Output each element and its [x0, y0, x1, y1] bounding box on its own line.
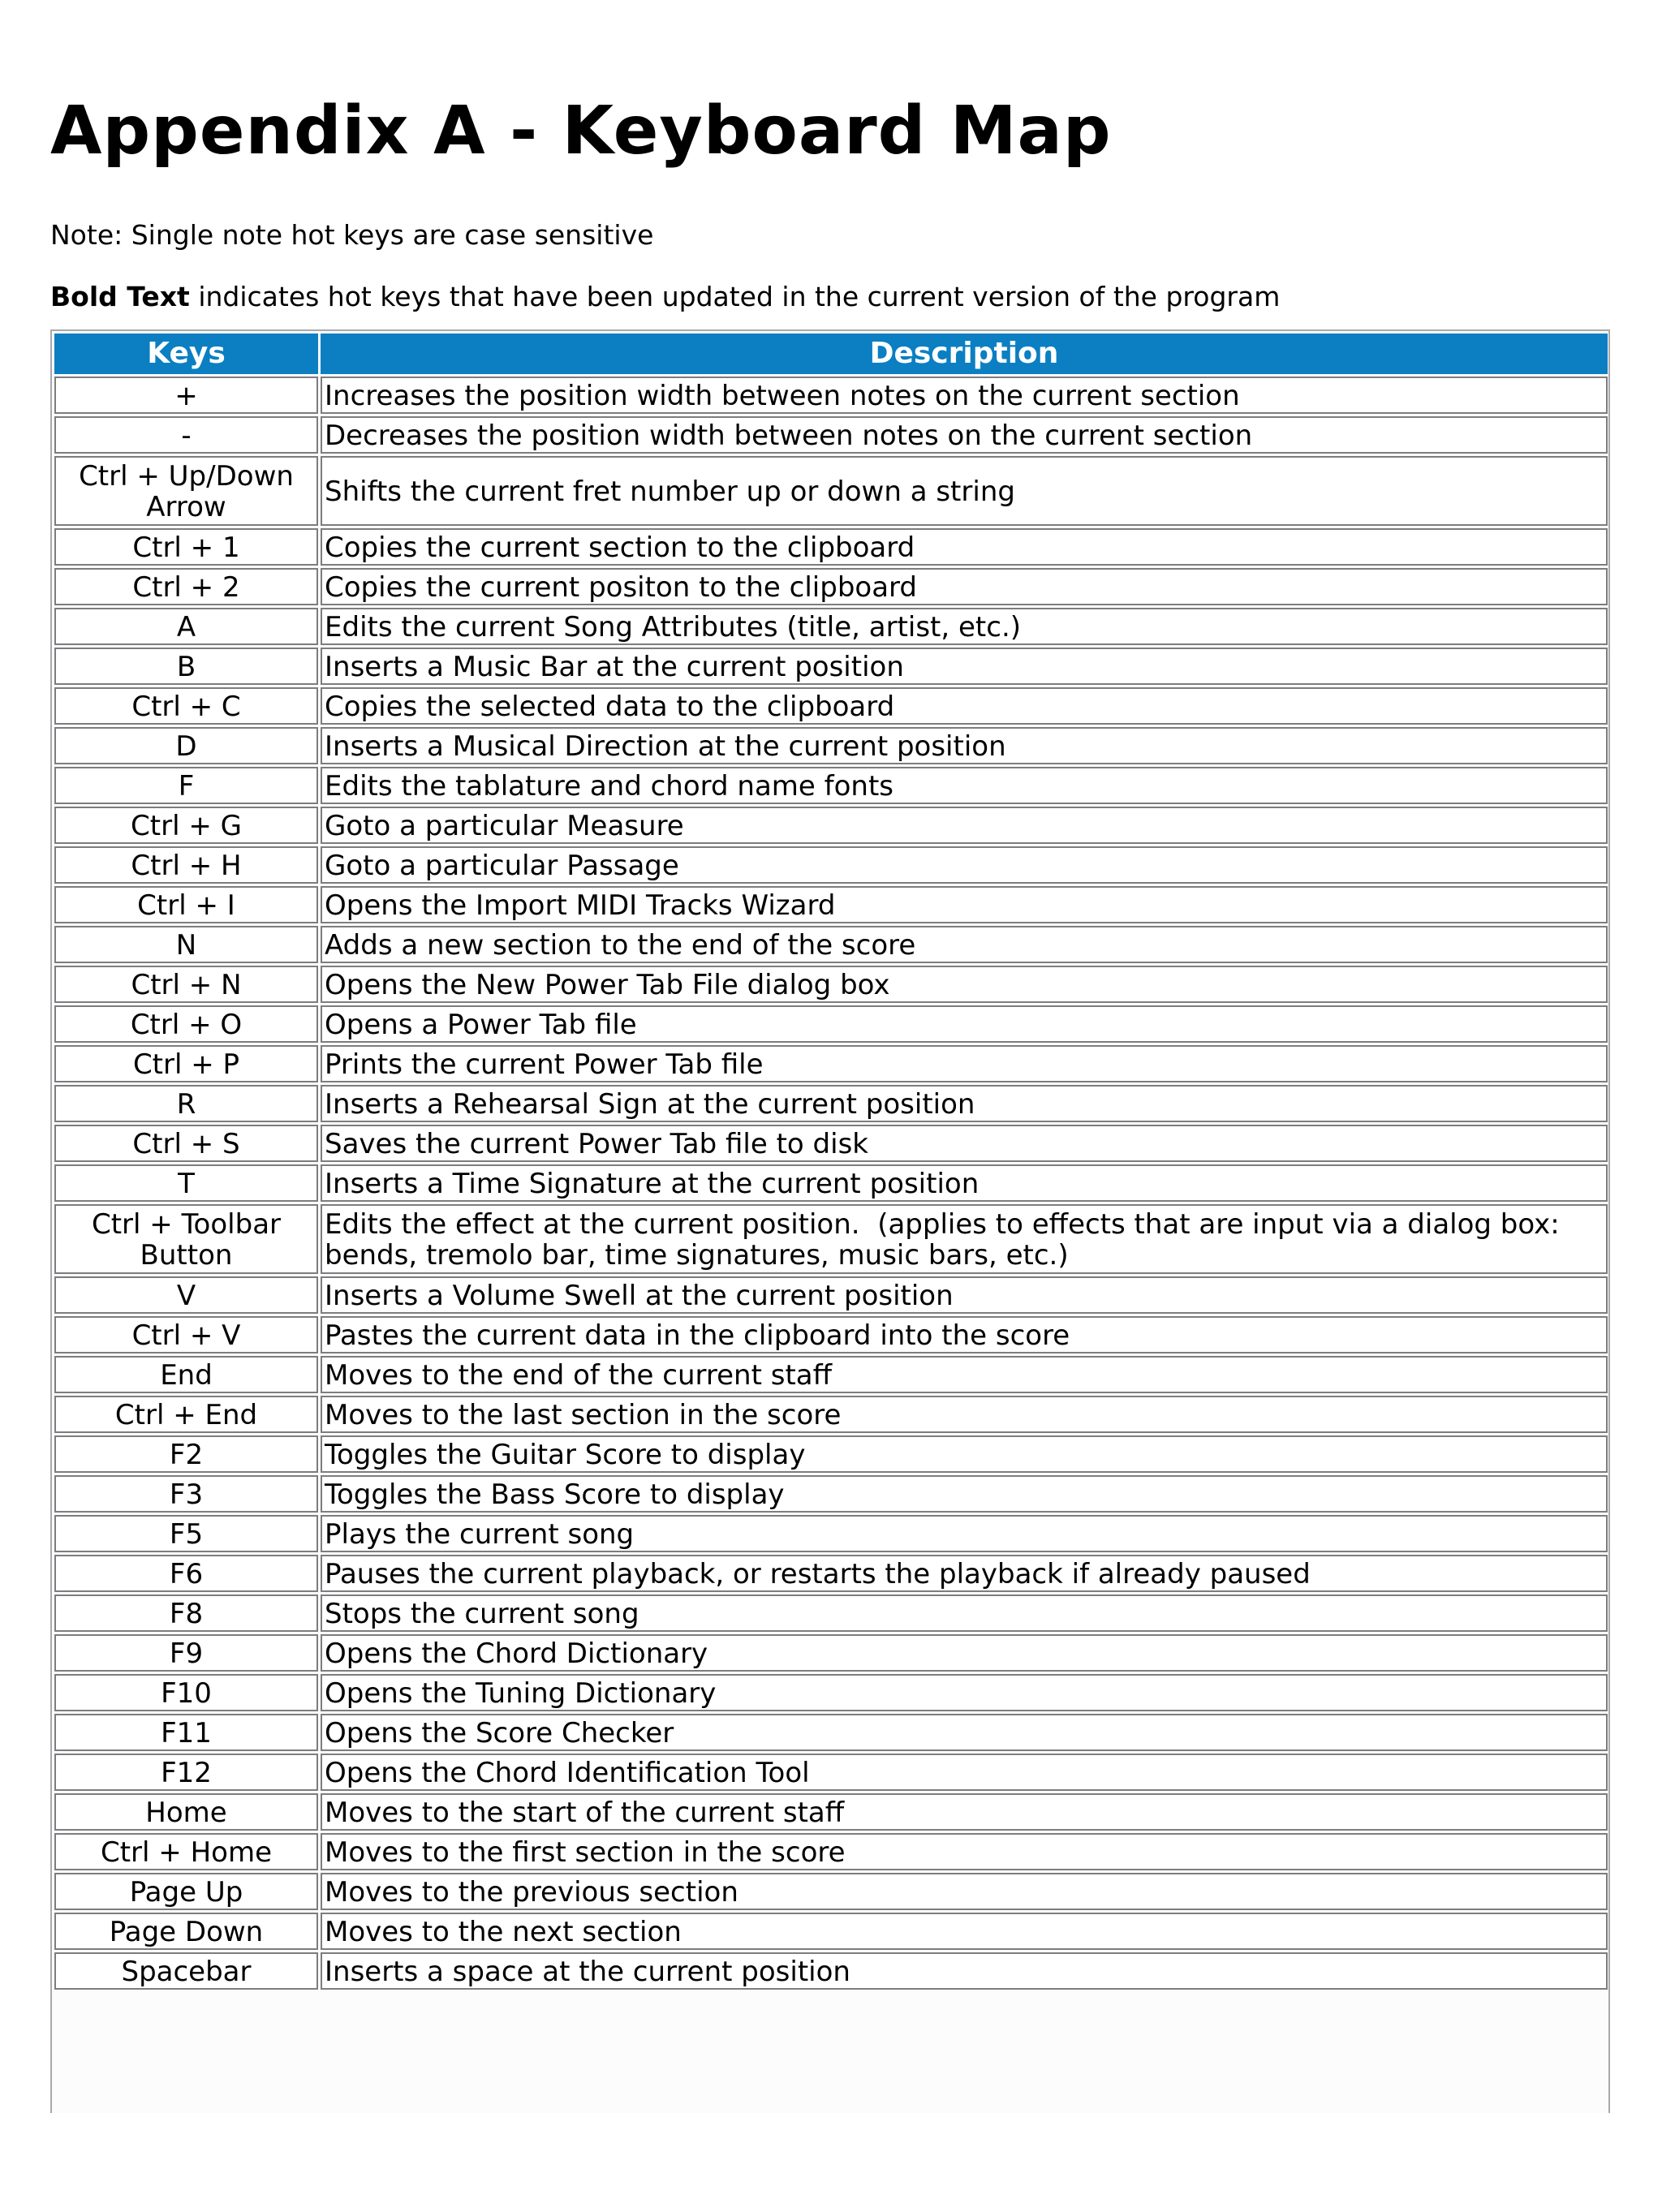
table-row — [54, 568, 1608, 605]
hotkey-cell: Ctrl + O — [54, 1005, 318, 1043]
description-cell: Opens the New Power Tab File dialog box — [321, 966, 1608, 1003]
hotkey-cell: Ctrl + End — [54, 1396, 318, 1433]
bold-text-label: Bold Text — [50, 281, 190, 312]
table-row — [54, 1714, 1608, 1751]
table-row — [54, 1833, 1608, 1870]
description-cell: Saves the current Power Tab file to disk — [321, 1125, 1608, 1162]
hotkey-cell: F9 — [54, 1634, 318, 1672]
description-column-header: Description — [321, 334, 1608, 374]
table-row — [54, 1164, 1608, 1202]
table-row — [54, 1952, 1608, 1990]
table-row — [54, 1396, 1608, 1433]
hotkey-cell: F12 — [54, 1754, 318, 1791]
hotkey-cell: + — [54, 377, 318, 414]
description-cell: Copies the selected data to the clipboard — [321, 687, 1608, 725]
description-cell: Inserts a space at the current position — [321, 1952, 1608, 1990]
hotkey-cell: Ctrl + Home — [54, 1833, 318, 1870]
description-cell: Adds a new section to the end of the score — [321, 926, 1608, 963]
table-row — [54, 1674, 1608, 1711]
hotkey-cell: F10 — [54, 1674, 318, 1711]
description-cell: Edits the current Song Attributes (title, artist, etc.) — [321, 608, 1608, 645]
table-row — [54, 846, 1608, 884]
table-row — [54, 1045, 1608, 1082]
hotkey-cell: F11 — [54, 1714, 318, 1751]
hotkey-cell: Page Down — [54, 1913, 318, 1950]
description-cell: Pastes the current data in the clipboard into the score — [321, 1316, 1608, 1353]
description-cell: Inserts a Volume Swell at the current position — [321, 1276, 1608, 1314]
description-cell: Pauses the current playback, or restarts the playback if already paused — [321, 1555, 1608, 1592]
hotkey-cell: F2 — [54, 1435, 318, 1473]
description-cell: Opens the Score Checker — [321, 1714, 1608, 1751]
description-cell: Decreases the position width between notes on the current section — [321, 416, 1608, 454]
description-cell: Opens a Power Tab file — [321, 1005, 1608, 1043]
table-row — [54, 1475, 1608, 1513]
table-row — [54, 1316, 1608, 1353]
table-row — [54, 807, 1608, 844]
description-cell: Inserts a Musical Direction at the current position — [321, 727, 1608, 764]
description-cell: Copies the current section to the clipboard — [321, 528, 1608, 566]
table-row — [54, 1555, 1608, 1592]
hotkey-cell: Ctrl + I — [54, 886, 318, 923]
table-row — [54, 727, 1608, 764]
description-cell: Opens the Chord Identification Tool — [321, 1754, 1608, 1791]
table-row — [54, 1005, 1608, 1043]
description-cell: Shifts the current fret number up or down a string — [321, 456, 1608, 526]
keys-column-header: Keys — [54, 334, 318, 374]
description-cell: Opens the Tuning Dictionary — [321, 1674, 1608, 1711]
description-cell: Moves to the start of the current staff — [321, 1793, 1608, 1831]
table-row — [54, 926, 1608, 963]
description-cell: Moves to the previous section — [321, 1873, 1608, 1910]
hotkey-cell: Ctrl + C — [54, 687, 318, 725]
description-cell: Moves to the next section — [321, 1913, 1608, 1950]
table-row — [54, 1913, 1608, 1950]
table-row — [54, 767, 1608, 804]
table-row — [54, 1125, 1608, 1162]
hotkey-cell: B — [54, 648, 318, 685]
table-row — [54, 886, 1608, 923]
hotkey-cell: A — [54, 608, 318, 645]
description-cell: Opens the Chord Dictionary — [321, 1634, 1608, 1672]
table-row — [54, 1356, 1608, 1393]
description-cell: Goto a particular Passage — [321, 846, 1608, 884]
hotkey-cell: Spacebar — [54, 1952, 318, 1990]
table-row — [54, 416, 1608, 454]
case-sensitivity-note: Note: Single note hot keys are case sensitive — [50, 219, 654, 251]
table-header-row — [54, 334, 1608, 374]
table-row — [54, 528, 1608, 566]
hotkey-cell: - — [54, 416, 318, 454]
hotkey-cell: F — [54, 767, 318, 804]
description-cell: Stops the current song — [321, 1594, 1608, 1632]
table-row — [54, 1204, 1608, 1274]
table-row — [54, 1276, 1608, 1314]
hotkey-cell: N — [54, 926, 318, 963]
hotkey-cell: Home — [54, 1793, 318, 1831]
table-row — [54, 1634, 1608, 1672]
table-row — [54, 1793, 1608, 1831]
table-row — [54, 687, 1608, 725]
description-cell: Goto a particular Measure — [321, 807, 1608, 844]
description-cell: Moves to the end of the current staff — [321, 1356, 1608, 1393]
table-row — [54, 456, 1608, 526]
bold-text-note — [50, 279, 1280, 315]
hotkey-cell: F5 — [54, 1515, 318, 1552]
table-row — [54, 377, 1608, 414]
table-row — [54, 608, 1608, 645]
description-cell: Increases the position width between notes on the current section — [321, 377, 1608, 414]
hotkey-cell: Ctrl + 2 — [54, 568, 318, 605]
description-cell: Prints the current Power Tab file — [321, 1045, 1608, 1082]
description-cell: Toggles the Guitar Score to display — [321, 1435, 1608, 1473]
keyboard-map-table — [52, 331, 1610, 1992]
table-row — [54, 1594, 1608, 1632]
description-cell: Inserts a Music Bar at the current position — [321, 648, 1608, 685]
hotkey-cell: T — [54, 1164, 318, 1202]
description-cell: Opens the Import MIDI Tracks Wizard — [321, 886, 1608, 923]
description-cell: Moves to the last section in the score — [321, 1396, 1608, 1433]
table-row — [54, 1085, 1608, 1122]
table-row — [54, 1435, 1608, 1473]
hotkey-cell: End — [54, 1356, 318, 1393]
hotkey-cell: D — [54, 727, 318, 764]
description-cell: Copies the current positon to the clipboard — [321, 568, 1608, 605]
description-cell: Inserts a Rehearsal Sign at the current position — [321, 1085, 1608, 1122]
table-row — [54, 1754, 1608, 1791]
description-cell: Edits the effect at the current position. (applies to effects that are input via a dialog box: bends, tremolo bar, time signatures, music bars, etc.) — [321, 1204, 1608, 1274]
hotkey-cell: F3 — [54, 1475, 318, 1513]
table-row — [54, 648, 1608, 685]
hotkey-cell: Ctrl + P — [54, 1045, 318, 1082]
hotkey-cell: Ctrl + 1 — [54, 528, 318, 566]
description-cell: Inserts a Time Signature at the current position — [321, 1164, 1608, 1202]
bold-text-explanation: indicates hot keys that have been updated in the current version of the program — [189, 281, 1281, 312]
hotkey-cell: Ctrl + N — [54, 966, 318, 1003]
hotkey-cell: Ctrl + Up/Down Arrow — [54, 456, 318, 526]
description-cell: Edits the tablature and chord name fonts — [321, 767, 1608, 804]
hotkey-cell: F8 — [54, 1594, 318, 1632]
table-row — [54, 1873, 1608, 1910]
hotkey-cell: Page Up — [54, 1873, 318, 1910]
hotkey-cell: Ctrl + V — [54, 1316, 318, 1353]
hotkey-cell: Ctrl + Toolbar Button — [54, 1204, 318, 1274]
description-cell: Moves to the first section in the score — [321, 1833, 1608, 1870]
hotkey-cell: F6 — [54, 1555, 318, 1592]
description-cell: Plays the current song — [321, 1515, 1608, 1552]
description-cell: Toggles the Bass Score to display — [321, 1475, 1608, 1513]
hotkey-cell: Ctrl + S — [54, 1125, 318, 1162]
hotkey-cell: V — [54, 1276, 318, 1314]
page-title: Appendix A - Keyboard Map — [50, 93, 1112, 170]
hotkey-cell: Ctrl + H — [54, 846, 318, 884]
table-row — [54, 966, 1608, 1003]
table-body — [54, 377, 1608, 1990]
hotkey-cell: R — [54, 1085, 318, 1122]
table-row — [54, 1515, 1608, 1552]
hotkey-cell: Ctrl + G — [54, 807, 318, 844]
